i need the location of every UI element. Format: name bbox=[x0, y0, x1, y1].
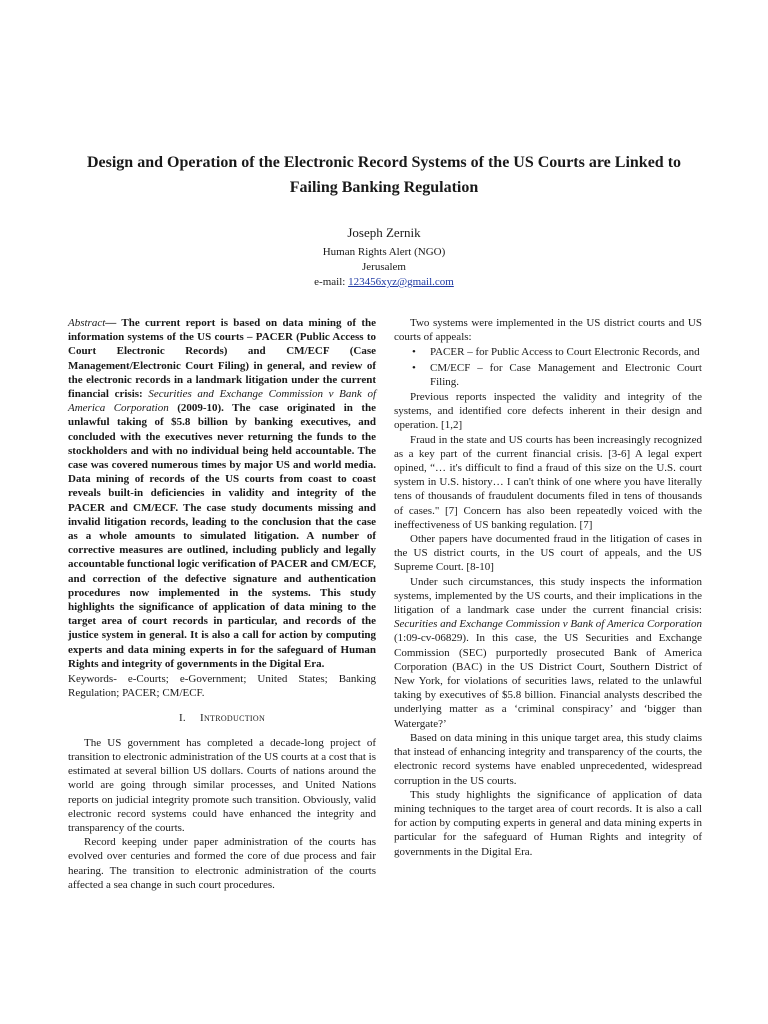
list-item-text: CM/ECF – for Case Management and Electronic Court Filing. bbox=[430, 361, 702, 388]
section-heading bbox=[68, 711, 376, 725]
author-email-line bbox=[184, 275, 584, 290]
body-paragraph: This study highlights the significance of application of data mining techniques to the target area of court records. It is also a call for action by computing experts in general and data mining experts in particular for the safeguard of Human Rights and integrity of governments in the Digital Era. bbox=[394, 788, 702, 858]
abstract-lead: Abstract bbox=[68, 317, 106, 329]
email-link[interactable]: 123456xyz@gmail.com bbox=[348, 276, 454, 288]
systems-list bbox=[394, 345, 702, 389]
body-paragraph: Two systems were implemented in the US district courts and US courts of appeals: bbox=[394, 317, 702, 344]
abstract-text-1: The current report is based on data mining of the information systems of the US courts – PACER (Public Access to Court Electronic Records) and CM/ECF (Case Management/Electronic Court Filing) in general, and review of the electronic records in a landmark litigation under the current financial crisis: bbox=[68, 317, 376, 401]
body-text: (1:09-cv-06829). In this case, the US Securities and Exchange Commission (SEC) purportedly prosecuted Bank of America Corporation (BAC) in the US District Court, Southern District of New York, for violations of securities laws, related to the unlawful taking by executives of $5.8 billion. Financial analysts described the underlying matter as a ‘criminal conspiracy’ and ‘bigger than Watergate?’ bbox=[394, 632, 702, 730]
abstract-text-2: (2009-10). The case originated in the unlawful taking of $5.8 billion by banking executives, and concluded with the executives never returning the funds to the stockholders and with no individual being held accountable. The case was covered numerous times by major US and world media. Data mining of records of the US courts from coast to coast reveals built-in deficiencies in validity and integrity of the PACER and CM/ECF. The case study documents missing and invalid litigation records, leading to the conclusion that the case as a whole amounts to simulated litigation. A number of corrective measures are outlined, including publicly and legally accountable functional logic verification of PACER and CM/ECF, and correction of the defective signature and authentication procedures now implemented in the systems. This study highlights the significance of application of data mining to the target area of court records in particular, and records of the justice system in general. It is also a call for action by computing experts and data mining experts in for the safeguard of Human Rights and integrity of governments in the Digital Era. bbox=[68, 402, 376, 670]
email-label: e-mail: bbox=[314, 276, 349, 288]
author-name: Joseph Zernik bbox=[347, 225, 421, 240]
intro-paragraph: Record keeping under paper administration of the courts has evolved over centuries and formed the core of due process and fair hearing. The transition to electronic administration of the courts affected a sea change in such court procedures. bbox=[68, 836, 376, 891]
body-paragraph: Fraud in the state and US courts has been increasingly recognized as a key part of the current financial crisis. [3-6] A legal expert opined, “… it's difficult to find a fraud of this size on the U.S. court system in U.S. history… I can't think of one where you have literally tens of thousands of fraudulent documents filed in tens of thousands of cases." [7] Concern has also been repeatedly voiced with the ineffectiveness of US banking regulation. [7] bbox=[394, 433, 702, 531]
bullet-icon: • bbox=[412, 361, 416, 374]
paper-title: Design and Operation of the Electronic Record Systems of the US Courts are Linked to Failing Banking Regulation bbox=[86, 154, 682, 196]
author-affiliation: Human Rights Alert (NGO) bbox=[322, 246, 446, 258]
body-text: Under such circumstances, this study inspects the information systems, implemented by the US courts, and their implications in the litigation of a landmark case under the current financial crisis: bbox=[394, 575, 702, 617]
list-item bbox=[394, 345, 702, 359]
body-paragraph bbox=[394, 575, 702, 731]
abstract-dash: — bbox=[105, 317, 122, 329]
author-block bbox=[184, 224, 584, 290]
section-number: I. bbox=[178, 712, 186, 725]
abstract bbox=[68, 316, 376, 671]
right-column bbox=[394, 316, 702, 859]
author-city: Jerusalem bbox=[362, 261, 406, 273]
left-column bbox=[68, 316, 376, 892]
list-item-text: PACER – for Public Access to Court Electronic Records, and bbox=[430, 346, 700, 359]
body-paragraph: Other papers have documented fraud in the litigation of cases in the US district courts, in the US court of appeals, and the US Supreme Court. [8-10] bbox=[394, 533, 702, 574]
bullet-icon: • bbox=[412, 346, 416, 359]
list-item bbox=[394, 361, 702, 389]
abstract-case-name: Securities and Exchange Commission v Bank of America Corporation bbox=[68, 388, 376, 415]
case-name: Securities and Exchange Commission v Bank of America Corporation bbox=[394, 618, 702, 631]
section-title: Introduction bbox=[199, 712, 266, 725]
body-paragraph: Previous reports inspected the validity and integrity of the systems, and identified core defects inherent in their design and operation. [1,2] bbox=[394, 391, 702, 432]
intro-paragraph: The US government has completed a decade-long project of transition to electronic administration of the US courts at a cost that is estimated at several billion US dollars. Courts of nations around the world are going through similar processes, and United Nations reports on judicial integrity promote such transition. Obviously, valid electronic record systems could have enhanced the integrity and transparency of the courts. bbox=[68, 736, 376, 834]
body-paragraph: Based on data mining in this unique target area, this study claims that instead of enhancing integrity and transparency of the courts, the electronic record systems have enabled unprecedented, widespread corruption in the US courts. bbox=[394, 731, 702, 787]
keywords: Keywords- e-Courts; e-Government; United States; Banking Regulation; PACER; CM/ECF. bbox=[68, 673, 376, 700]
